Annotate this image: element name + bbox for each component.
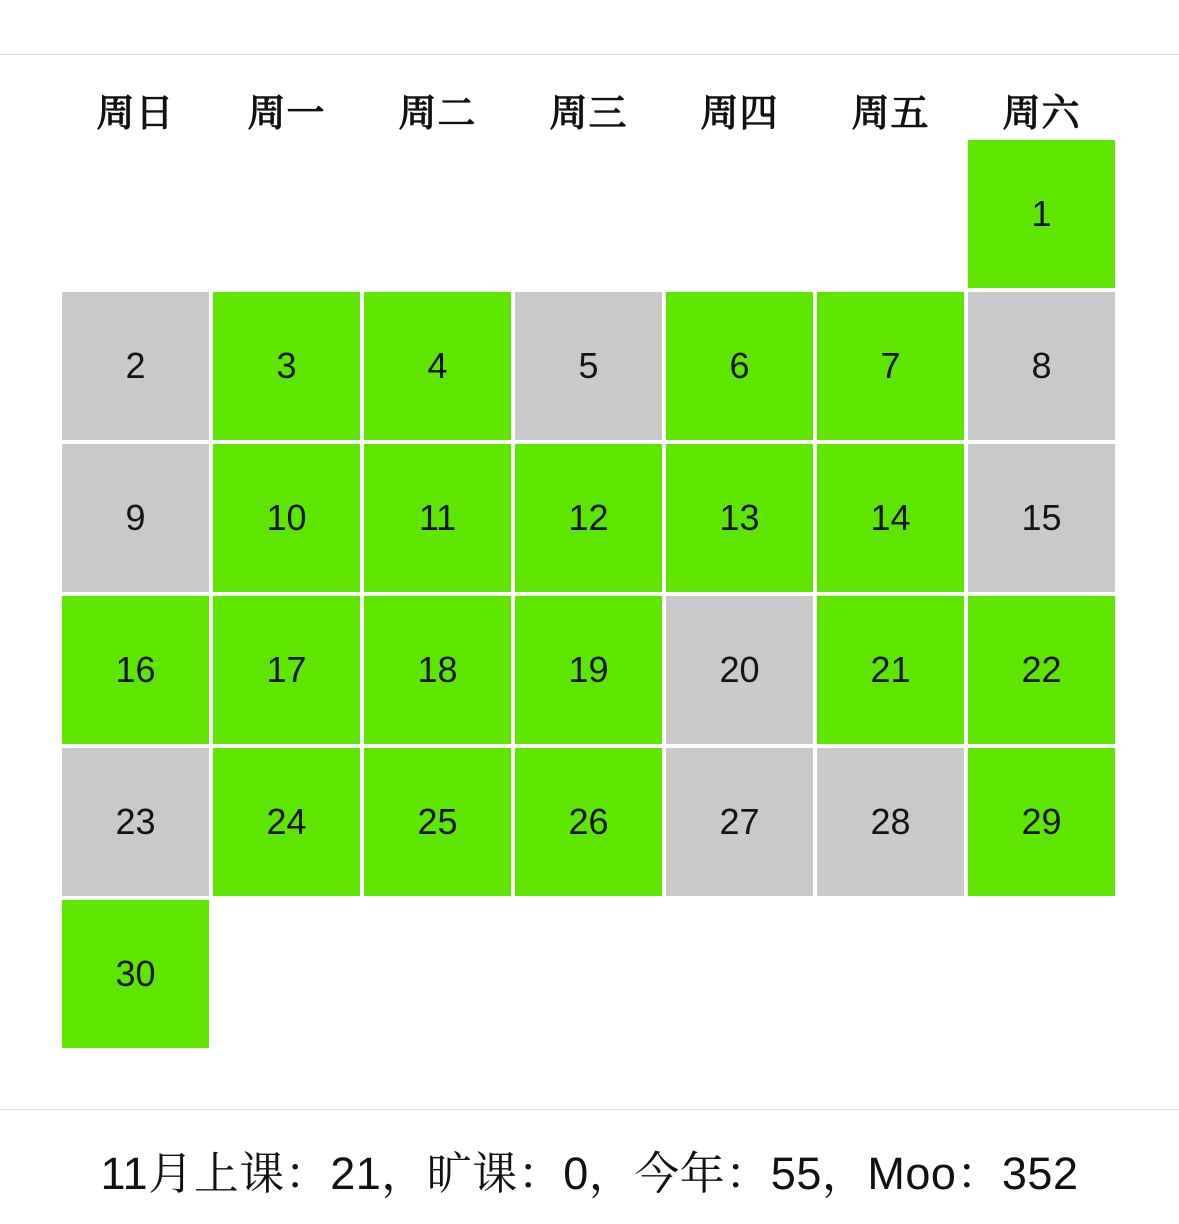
- day-cell[interactable]: [815, 290, 966, 442]
- day-cell-empty: [513, 138, 664, 290]
- day-cell-empty: [211, 138, 362, 290]
- day-cell[interactable]: [513, 746, 664, 898]
- day-number: 16: [115, 649, 156, 690]
- day-number: 17: [266, 649, 307, 690]
- day-cell[interactable]: [211, 746, 362, 898]
- day-cell[interactable]: [815, 746, 966, 898]
- day-number: 27: [719, 801, 760, 842]
- day-cell[interactable]: [211, 442, 362, 594]
- day-number: 30: [115, 953, 156, 994]
- day-cell[interactable]: [664, 442, 815, 594]
- weekday-label-thu: 周四: [700, 92, 779, 135]
- day-number: 3: [276, 345, 297, 386]
- day-cell[interactable]: [60, 290, 211, 442]
- weekday-label-fri: 周五: [851, 92, 930, 135]
- weekday-label-wed: 周三: [549, 92, 628, 135]
- day-number: 5: [578, 345, 599, 386]
- day-number: 20: [719, 649, 760, 690]
- day-number: 23: [115, 801, 156, 842]
- day-number: 28: [870, 801, 911, 842]
- day-number: 15: [1021, 497, 1062, 538]
- day-number: 9: [125, 497, 146, 538]
- day-number: 7: [880, 345, 901, 386]
- day-cell[interactable]: [362, 594, 513, 746]
- day-number: 10: [266, 497, 307, 538]
- day-cell[interactable]: [60, 746, 211, 898]
- day-cell[interactable]: [60, 442, 211, 594]
- day-number: 22: [1021, 649, 1062, 690]
- top-divider: [0, 54, 1179, 55]
- day-cell[interactable]: [60, 898, 211, 1050]
- day-number: 11: [418, 497, 457, 538]
- day-cell[interactable]: [966, 138, 1117, 290]
- day-cell[interactable]: [966, 442, 1117, 594]
- day-number: 29: [1021, 801, 1062, 842]
- day-cell[interactable]: [513, 594, 664, 746]
- day-cell-empty: [664, 138, 815, 290]
- day-cell[interactable]: [362, 290, 513, 442]
- day-cell[interactable]: [211, 290, 362, 442]
- day-cell[interactable]: [966, 746, 1117, 898]
- weekday-label-mon: 周一: [247, 92, 326, 135]
- day-number: 25: [417, 801, 458, 842]
- day-cell[interactable]: [664, 746, 815, 898]
- day-number: 26: [568, 801, 609, 842]
- day-cell[interactable]: [60, 594, 211, 746]
- day-number: 19: [568, 649, 609, 690]
- day-number: 12: [568, 497, 609, 538]
- day-cell[interactable]: [664, 594, 815, 746]
- day-cell[interactable]: [966, 594, 1117, 746]
- day-number: 1: [1031, 193, 1052, 234]
- day-number: 14: [870, 497, 911, 538]
- weekday-label-sun: 周日: [96, 92, 175, 135]
- weekday-header-row: [60, 80, 1179, 138]
- day-cell[interactable]: [362, 746, 513, 898]
- bottom-divider: [0, 1109, 1179, 1110]
- day-number: 18: [417, 649, 458, 690]
- day-grid: [60, 138, 1179, 1050]
- month-calendar: [0, 80, 1179, 1050]
- day-cell-empty: [815, 138, 966, 290]
- day-number: 2: [125, 345, 146, 386]
- day-number: 21: [870, 649, 911, 690]
- day-cell[interactable]: [513, 290, 664, 442]
- day-cell[interactable]: [513, 442, 664, 594]
- summary-text: 11月上课：21，旷课：0，今年：55，Moo：352: [100, 1148, 1079, 1199]
- day-cell[interactable]: [362, 442, 513, 594]
- weekday-label-sat: 周六: [1002, 92, 1081, 135]
- day-cell[interactable]: [966, 290, 1117, 442]
- day-number: 4: [427, 345, 448, 386]
- weekday-label-tue: 周二: [398, 92, 477, 135]
- day-cell[interactable]: [211, 594, 362, 746]
- day-cell[interactable]: [815, 594, 966, 746]
- day-number: 13: [719, 497, 760, 538]
- day-number: 8: [1031, 345, 1052, 386]
- day-cell[interactable]: [815, 442, 966, 594]
- day-cell-empty: [60, 138, 211, 290]
- day-cell[interactable]: [664, 290, 815, 442]
- day-number: 24: [266, 801, 307, 842]
- day-cell-empty: [362, 138, 513, 290]
- day-number: 6: [729, 345, 750, 386]
